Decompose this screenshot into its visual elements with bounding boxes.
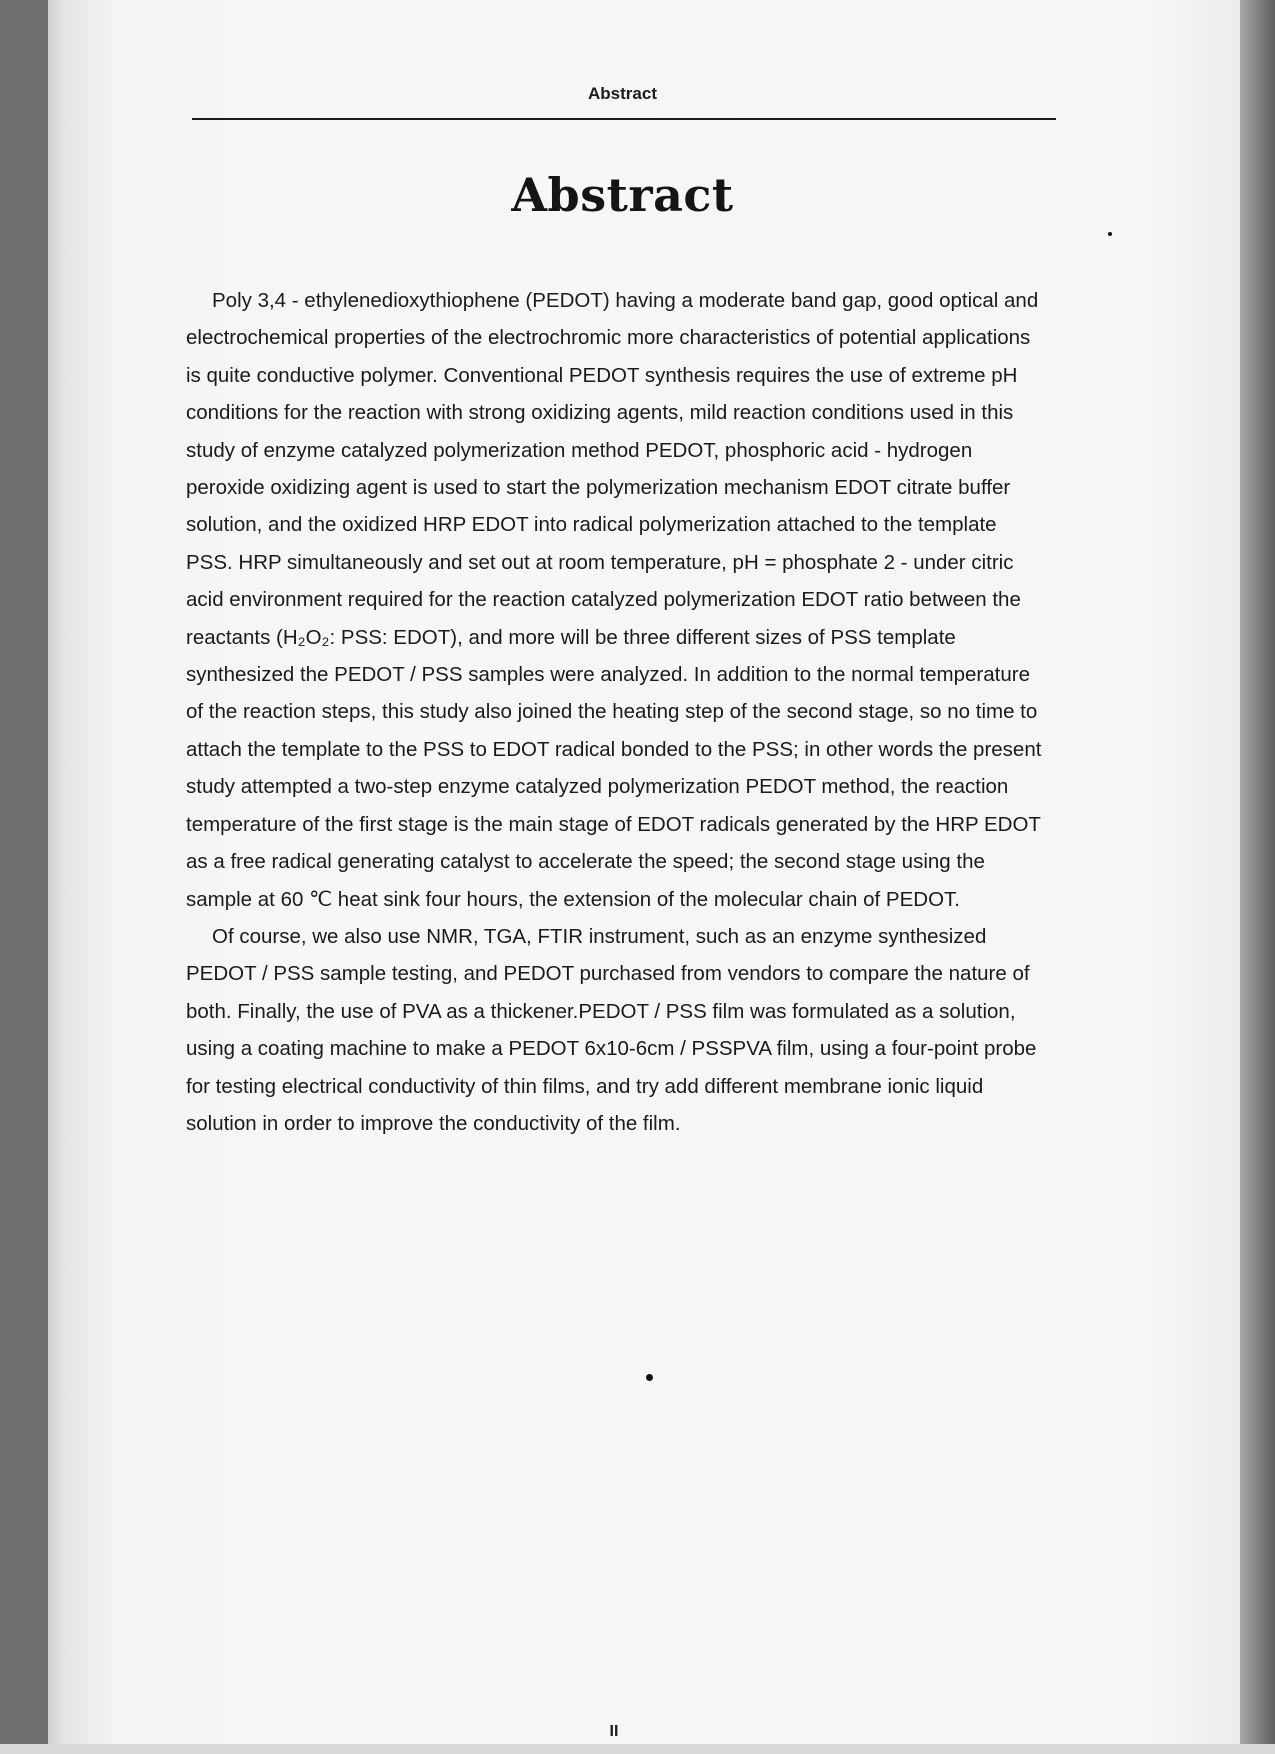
ink-speck — [1108, 232, 1112, 236]
header-rule — [192, 118, 1056, 120]
running-header-title: Abstract — [588, 84, 657, 103]
abstract-paragraph-2: Of course, we also use NMR, TGA, FTIR instrument, such as an enzyme synthesized PEDOT / PSS sample testing, and PEDOT purchased from vendors to compare the nature of both. Finally, the use of PVA as a thickener.PEDOT / PSS film was formulated as a solution, using a coating machine to make a PEDOT 6x10-6cm / PSSPVA film, using a four-point probe for testing electrical conductivity of thin films, and try add different membrane ionic liquid solution in order to improve the conductivity of the film. — [186, 924, 1037, 1135]
abstract-paragraph-1: Poly 3,4 - ethylenedioxythiophene (PEDOT) having a moderate band gap, good optical and electrochemical properties of the electrochromic more characteristics of potential applications is quite conductive polymer. Conventional PEDOT synthesis requires the use of extreme pH conditions for the reaction with strong oxidizing agents, mild reaction conditions used in this study of enzyme catalyzed polymerization method PEDOT, phosphoric acid - hydrogen peroxide oxidizing agent is used to start the polymerization mechanism EDOT citrate buffer solution, and the oxidized HRP EDOT into radical polymerization attached to the template PSS. HRP simultaneously and set out at room temperature, pH = phosphate 2 - under citric acid environment required for the reaction catalyzed polymerization EDOT ratio between the reactants (H₂O₂: PSS: EDOT), and more will be three different sizes of PSS template synthesized the PEDOT / PSS samples were analyzed. In addition to the normal temperature of the reaction steps, this study also joined the heating step of the second stage, so no time to attach the template to the PSS to EDOT radical bonded to the PSS; in other words the present study attempted a two-step enzyme catalyzed polymerization PEDOT method, the reaction temperature of the first stage is the main stage of EDOT radicals generated by the HRP EDOT as a free radical generating catalyst to accelerate the speed; the second stage using the sample at 60 ℃ heat sink four hours, the extension of the molecular chain of PEDOT. — [186, 289, 1042, 911]
page-edge-shadow — [1240, 0, 1275, 1754]
abstract-body — [186, 282, 1046, 1142]
page-number: II — [609, 1723, 619, 1740]
page-title: Abstract — [511, 168, 734, 222]
scanner-bottom-edge — [0, 1744, 1275, 1754]
ink-speck — [646, 1374, 653, 1381]
